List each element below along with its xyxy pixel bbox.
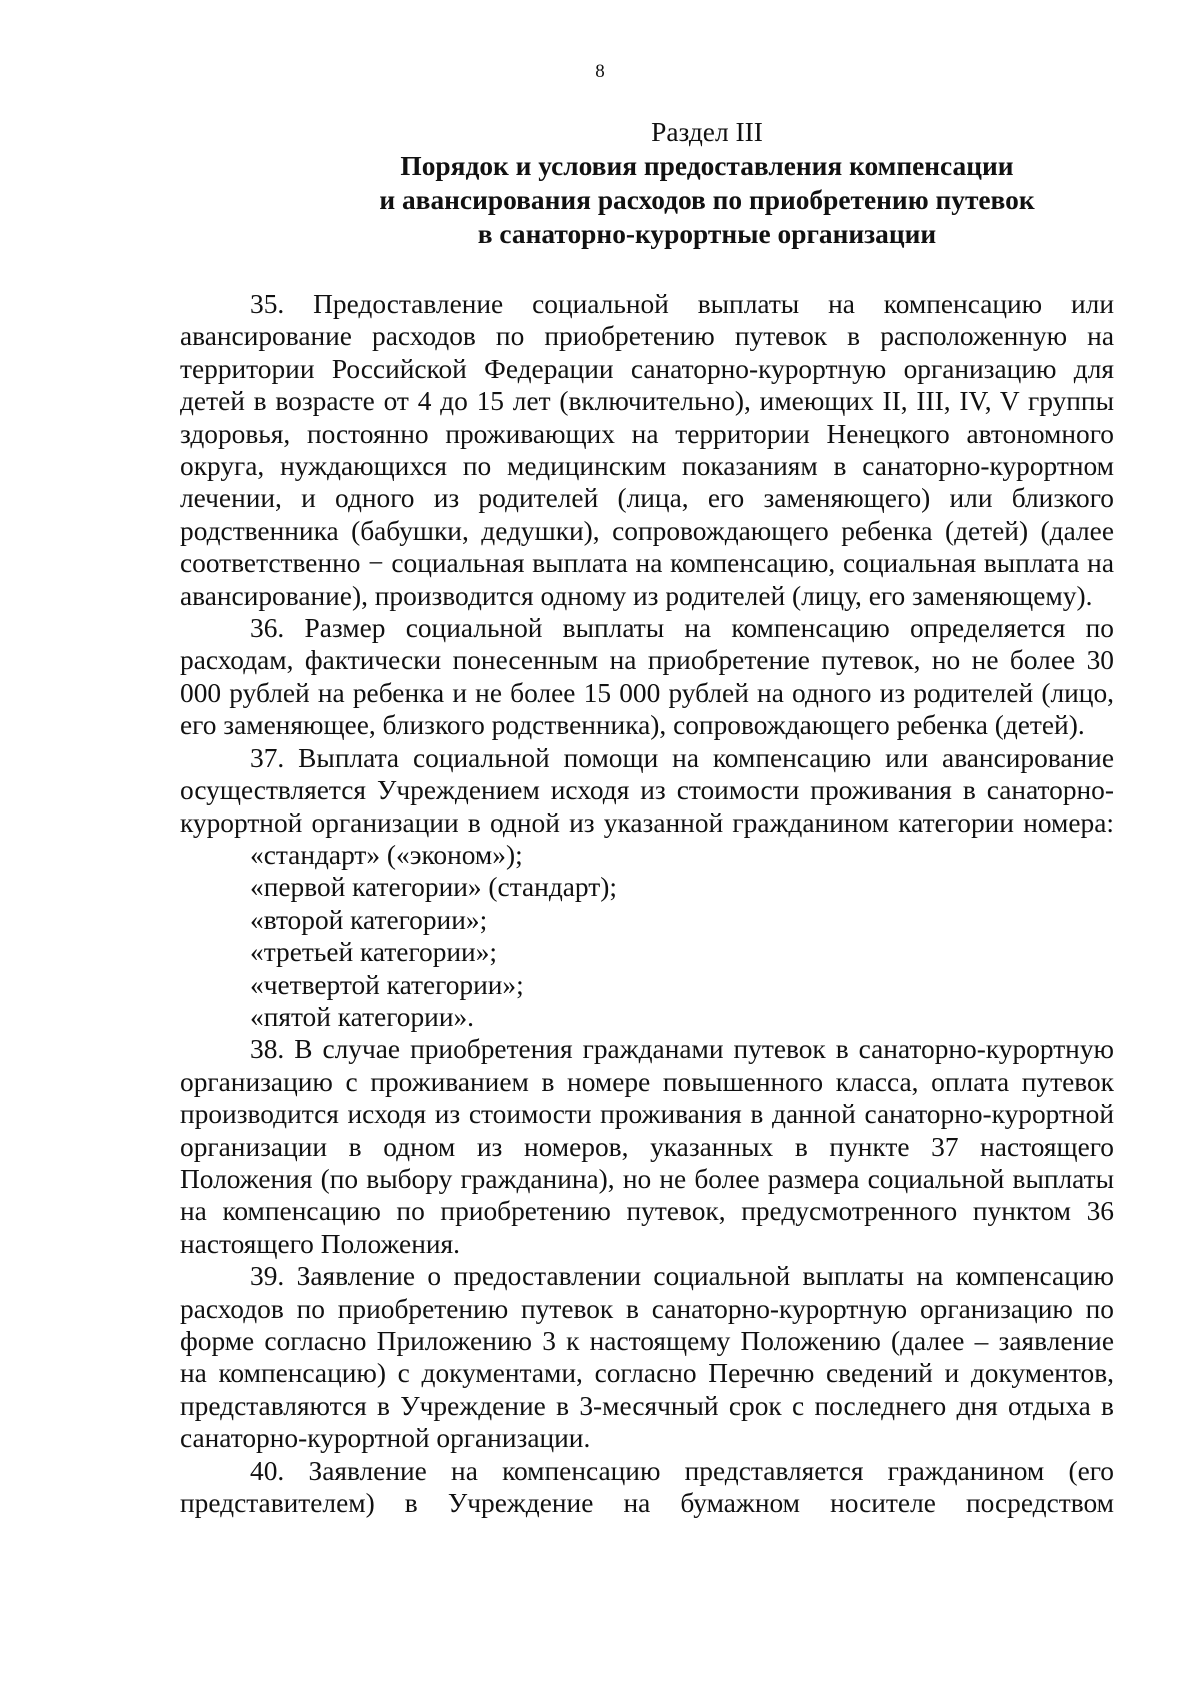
room-category-item: «третьей категории»;	[250, 937, 498, 968]
paragraph-36: 36. Размер социальной выплаты на компенсацию определяется по расходам, фактически понесенным на приобретение путевок, но не более 30 000 рублей на ребенка и не более 15 000 рублей на одного из родителей (лицо, его заменяющее, близкого родственника), сопровождающего ребенка (детей).	[180, 613, 1114, 741]
room-category-list	[180, 839, 1114, 1033]
room-category-item: «первой категории» (стандарт);	[250, 872, 617, 903]
paragraph-38: 38. В случае приобретения гражданами путевок в санаторно-курортную организацию с проживанием в номере повышенного класса, оплата путевок производится исходя из стоимости проживания в данной санаторно-курортной организации в одном из номеров, указанных в пункте 37 настоящего Положения (по выбору гражданина), но не более размера социальной выплаты на компенсацию по приобретению путевок, предусмотренного пунктом 36 настоящего Положения.	[180, 1034, 1114, 1259]
document-body	[180, 115, 1114, 1519]
paragraph-35: 35. Предоставление социальной выплаты на компенсацию или авансирование расходов по приобретению путевок в расположенную на территории Российской Федерации санаторно-курортную организацию для детей в возрасте от 4 до 15 лет (включительно), имеющих II, III, IV, V группы здоровья, постоянно проживающих на территории Ненецкого автономного округа, нуждающихся по медицинским показаниям в санаторно-курортном лечении, и одного из родителей (лица, его заменяющего) или близкого родственника (бабушки, дедушки), сопровождающего ребенка (детей) (далее соответственно − социальная выплата на компенсацию, социальная выплата на авансирование), производится одному из родителей (лицу, его заменяющему).	[180, 289, 1114, 611]
heading-line: Порядок и условия предоставления компенсации	[400, 151, 1014, 181]
paragraph-40: 40. Заявление на компенсацию представляется гражданином (его представителем) в Учреждение на бумажном носителе посредством	[180, 1455, 1114, 1519]
heading-line: в санаторно-курортные организации	[477, 219, 937, 249]
section-title: Раздел III	[651, 117, 763, 147]
room-category-item: «стандарт» («эконом»);	[250, 839, 523, 870]
heading-line: и авансирования расходов по приобретению путевок	[379, 185, 1035, 215]
section-heading	[300, 149, 1114, 251]
paragraph-39: 39. Заявление о предоставлении социальной выплаты на компенсацию расходов по приобретению путевок в санаторно-курортную организацию по форме согласно Приложению 3 к настоящему Положению (далее – заявление на компенсацию) с документами, согласно Перечню сведений и документов, представляются в Учреждение в 3-месячный срок с последнего дня отдыха в санаторно-курортной организации.	[180, 1261, 1114, 1454]
room-category-item: «четвертой категории»;	[250, 969, 524, 1000]
room-category-item: «второй категории»;	[250, 904, 488, 935]
paragraph-37: 37. Выплата социальной помощи на компенсацию или авансирование осуществляется Учреждением исходя из стоимости проживания в санаторно-курортной организации в одной из указанной гражданином категории номера:	[180, 742, 1114, 838]
page-number: 8	[595, 61, 605, 82]
section-text	[180, 288, 1114, 1519]
room-category-item: «пятой категории».	[250, 1001, 475, 1032]
